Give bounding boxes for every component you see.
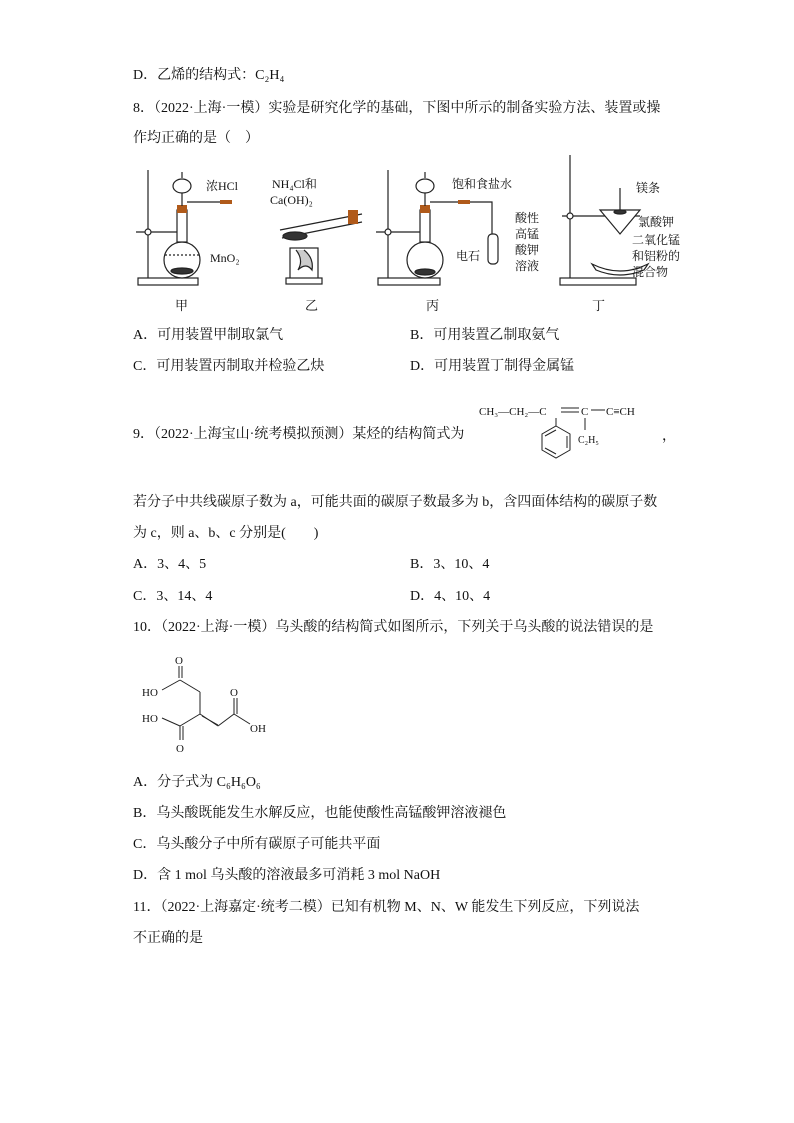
q10-o-bottom: O	[176, 743, 184, 755]
q10-ho-2: HO	[142, 713, 158, 725]
q9-stem-line2: 若分子中共线碳原子数为 a，可能共面的碳原子数最多为 b，含四面体结构的碳原子数	[133, 495, 658, 510]
q10-option-d[interactable]: D．含 1 mol 乌头酸的溶液最多可消耗 3 mol NaOH	[133, 868, 441, 883]
label-mixture-1: 二氧化锰	[632, 233, 681, 247]
label-calcium-carbide: 电石	[456, 249, 481, 263]
benzene-ring	[542, 426, 570, 458]
q9-option-b[interactable]: B．3、10、4	[410, 557, 490, 572]
label-conc-hcl: 浓HCl	[206, 179, 239, 193]
label-caoh2: Ca(OH)₂	[270, 193, 313, 207]
q8-option-b[interactable]: B．可用装置乙制取氨气	[410, 328, 560, 343]
q8-option-a[interactable]: A．可用装置甲制取氯气	[133, 328, 284, 343]
q10-ho-1: HO	[142, 687, 158, 699]
label-mixture-3: 混合物	[632, 265, 669, 279]
q10-option-c[interactable]: C．乌头酸分子中所有碳原子可能共平面	[133, 837, 381, 852]
q8-stem-line2: 作均正确的是（ ）	[133, 131, 259, 146]
q9-stem-line1: 9．（2022·上海宝山·统考模拟预测）某烃的结构简式为	[133, 427, 465, 442]
label-nh4cl: NH₄Cl和	[272, 177, 317, 191]
q8-option-d[interactable]: D．可用装置丁制得金属锰	[410, 359, 575, 374]
q10-aconitic-acid-structure	[138, 650, 288, 762]
label-saturated-brine: 饱和食盐水	[452, 177, 513, 191]
q10-option-a[interactable]: A．分子式为 C₆H₆O₆	[133, 775, 261, 790]
label-acidic: 酸性	[515, 211, 540, 225]
q10-o-right: O	[230, 687, 238, 699]
caption-jia: 甲	[175, 298, 189, 313]
q8-apparatus-figure	[130, 150, 681, 320]
label-mixture-2: 和铝粉的	[632, 249, 681, 263]
q9-comma: ，	[662, 429, 676, 444]
q10-o-top: O	[175, 655, 183, 667]
caption-yi: 乙	[305, 298, 319, 313]
label-solution: 溶液	[515, 259, 540, 273]
q8-stem-line1: 8．（2022·上海·一模）实验是研究化学的基础，下图中所示的制备实验方法、装置或操	[133, 101, 661, 116]
q9-struct-c: C	[581, 406, 589, 418]
apparatus-yi	[280, 210, 362, 284]
label-mno2: MnO₂	[210, 251, 240, 265]
q9-struct-ethyl: C₂H₅	[578, 435, 599, 446]
caption-ding: 丁	[592, 298, 606, 313]
q9-option-d[interactable]: D．4、10、4	[410, 589, 491, 604]
q8-option-c[interactable]: C．可用装置丙制取并检验乙炔	[133, 359, 325, 374]
caption-bing: 丙	[426, 298, 440, 313]
label-kclo3: 氯酸钾	[638, 215, 675, 229]
q10-stem: 10．（2022·上海·一模）乌头酸的结构简式如图所示，下列关于乌头酸的说法错误的是	[133, 620, 654, 635]
label-kmno4-2: 酸钾	[515, 243, 540, 257]
q9-structure-figure	[475, 398, 665, 470]
q11-stem-line2: 不正确的是	[133, 931, 203, 946]
q7-option-d: D．乙烯的结构式：C₂H₄	[133, 68, 285, 83]
q9-option-a[interactable]: A．3、4、5	[133, 557, 207, 572]
q11-stem-line1: 11．（2022·上海嘉定·统考二模）已知有机物 M、N、W 能发生下列反应，下列说法	[133, 900, 640, 915]
q9-struct-triple: C≡CH	[606, 406, 635, 418]
q10-oh-right: OH	[250, 723, 266, 735]
label-kmno4-1: 高锰	[515, 227, 540, 241]
label-mg-strip: 镁条	[636, 181, 661, 195]
q10-option-b[interactable]: B．乌头酸既能发生水解反应，也能使酸性高锰酸钾溶液褪色	[133, 806, 507, 821]
q9-stem-line3: 为 c，则 a、b、c 分别是( )	[133, 526, 319, 541]
q9-struct-left: CH₃—CH₂—C	[479, 406, 547, 418]
q9-option-c[interactable]: C．3、14、4	[133, 589, 213, 604]
